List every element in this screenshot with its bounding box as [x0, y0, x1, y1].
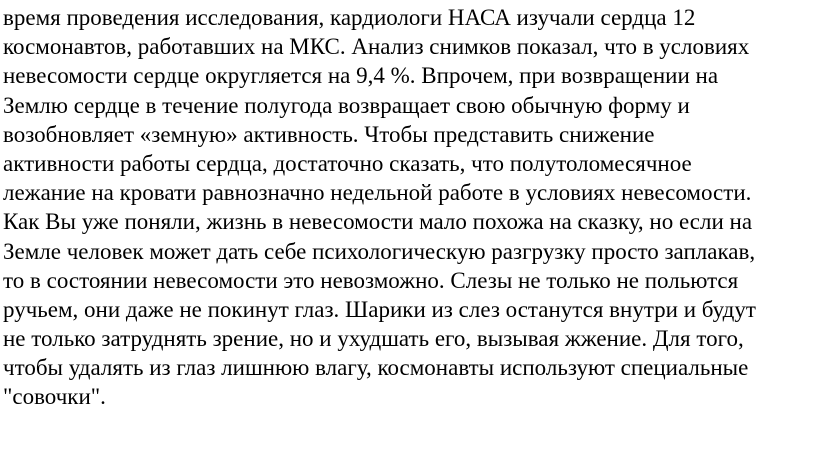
text-line: активности работы сердца, достаточно сказать, что полутоломесячное: [3, 150, 692, 176]
text-line: лежание на кровати равнозначно недельной работе в условиях невесомости.: [3, 180, 752, 206]
text-line: Землю сердце в течение полугода возвращает свою обычную форму и: [3, 92, 690, 118]
body-text: [3, 3, 813, 412]
text-line: возобновляет «земную» активность. Чтобы представить снижение: [3, 121, 655, 147]
text-line: невесомости сердце округляется на 9,4 %. Впрочем, при возвращении на: [3, 63, 719, 89]
text-line: то в состоянии невесомости это невозможно. Слезы не только не польются: [3, 267, 739, 293]
text-line: ручьем, они даже не покинут глаз. Шарики из слез останутся внутри и будут: [3, 296, 756, 322]
text-line: Как Вы уже поняли, жизнь в невесомости мало похожа на сказку, но если на: [3, 209, 753, 235]
text-line: чтобы удалять из глаз лишнюю влагу, космонавты используют специальные: [3, 355, 749, 381]
text-line: космонавтов, работавших на МКС. Анализ снимков показал, что в условиях: [3, 34, 750, 60]
text-line: Земле человек может дать себе психологическую разгрузку просто заплакав,: [3, 238, 756, 264]
text-line: не только затруднять зрение, но и ухудшать его, вызывая жжение. Для того,: [3, 326, 744, 352]
text-line: "совочки".: [3, 384, 106, 410]
text-line: время проведения исследования, кардиологи НАСА изучали сердца 12: [3, 5, 696, 30]
